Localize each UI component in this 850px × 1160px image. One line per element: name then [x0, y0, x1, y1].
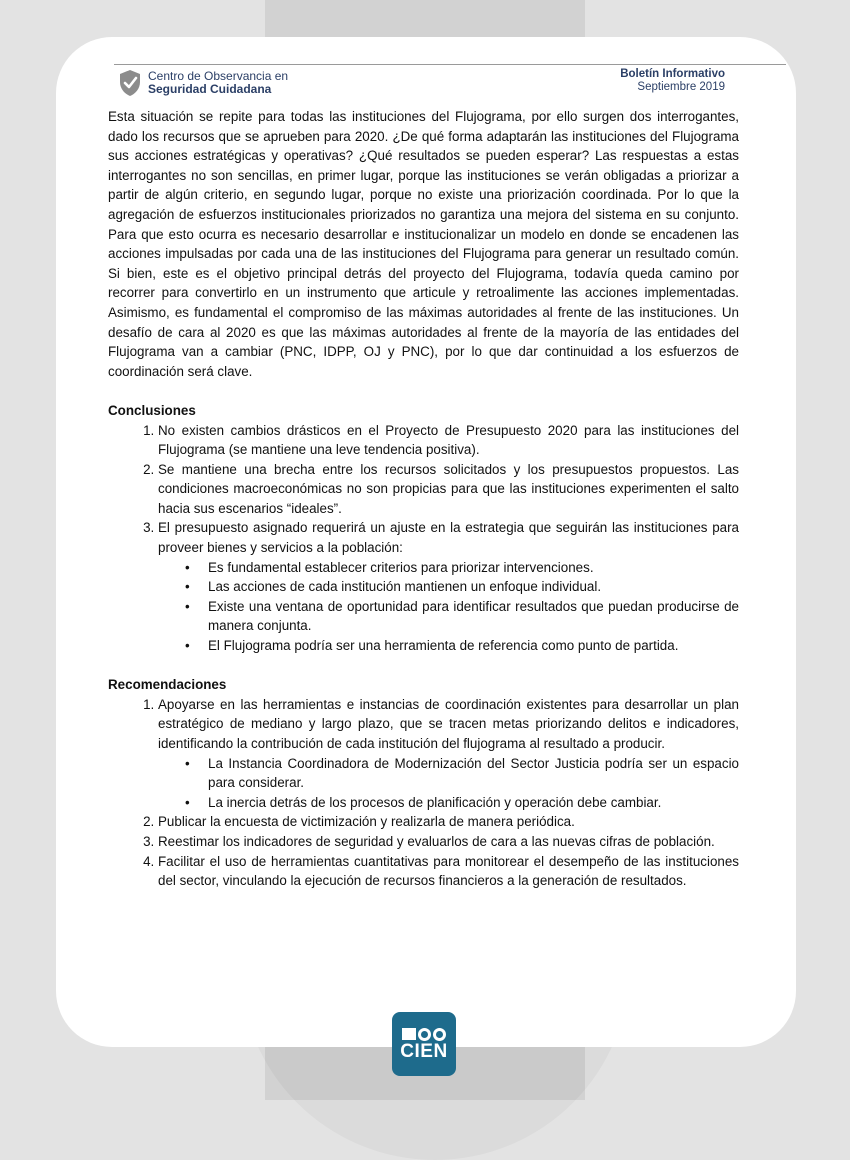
recommendation-item: 3. Reestimar los indicadores de seguridad y evaluarlos de cara a las nuevas cifras de población. [158, 832, 739, 852]
header-rule [114, 64, 786, 65]
conclusion-item: 2. Se mantiene una brecha entre los recursos solicitados y los presupuestos propuestos. Las condiciones macroeconómicas no son propicias para que las instituciones experimenten el salto hacia sus escenarios “ideales”. [158, 460, 739, 519]
conclusion-item [158, 518, 739, 655]
conclusion-subitem: • Existe una ventana de oportunidad para identificar resultados que puedan producirse de manera conjunta. [208, 597, 739, 636]
org-name-line2: Seguridad Cuidadana [148, 82, 272, 96]
conclusions-list [108, 421, 739, 656]
recommendation-item: 2. Publicar la encuesta de victimización y realizarla de manera periódica. [158, 812, 739, 832]
recommendation-subitem: • La Instancia Coordinadora de Modernización del Sector Justicia podría ser un espacio para considerar. [208, 754, 739, 793]
recommendation-item [158, 695, 739, 813]
bulletin-title: Boletín Informativo [620, 68, 725, 80]
intro-paragraph: Esta situación se repite para todas las instituciones del Flujograma, por ello surgen dos interrogantes, dado los recursos que se aprueben para 2020. ¿De qué forma adaptarán las instituciones del Flujograma sus acciones estratégicas y operativas? ¿Qué resultados se pueden esperar? Las respuestas a estas interrogantes no son sencillas, en primer lugar, porque las instituciones se verán obligadas a priorizar a partir de algún criterio, en segundo lugar, porque no existe una priorización coordinada. Por lo que la agregación de esfuerzos institucionales priorizados no garantiza una mejora del sistema en su conjunto. Para que esto ocurra es necesario desarrollar e institucionalizar un modelo en donde se encadenen las acciones impulsadas por cada una de las instituciones del Flujograma para generar un resultado común. Si bien, este es el objetivo principal detrás del proyecto del Flujograma, todavía queda camino por recorrer para convertirlo en un instrumento que articule y retroalimente las acciones implementadas. Asimismo, es fundamental el compromiso de las máximas autoridades al frente de las instituciones. Un desafío de cara al 2020 es que las máximas autoridades al frente de la mayoría de las entidades del Flujograma van a cambiar (PNC, IDPP, OJ y PNC), por lo que dar continuidad a los esfuerzos de coordinación será clave. [108, 109, 739, 379]
bulletin-date: Septiembre 2019 [637, 81, 725, 93]
recommendation-sublist [158, 754, 739, 813]
bulletin-info [620, 68, 725, 94]
document-body [108, 107, 739, 891]
recommendations-heading: Recomendaciones [108, 677, 227, 693]
recommendation-subitem: • La inercia detrás de los procesos de planificación y operación debe cambiar. [208, 793, 739, 813]
recommendation-item: 4. Facilitar el uso de herramientas cuantitativas para monitorear el desempeño de las instituciones del sector, vinculando la ejecución de recursos financieros a la generación de resultados. [158, 852, 739, 891]
conclusion-subitem: • El Flujograma podría ser una herramienta de referencia como punto de partida. [208, 636, 739, 656]
recommendations-list [108, 695, 739, 891]
recommendation-item-text: Apoyarse en las herramientas e instancias de coordinación existentes para desarrollar un plan estratégico de mediano y largo plazo, que se tracen metas priorizando delitos e indicadores, identificando la contribución de cada institución del flujograma al resultado a producir. [158, 696, 739, 751]
org-name-line1: Centro de Observancia en [148, 69, 289, 83]
shield-check-icon [118, 69, 142, 97]
conclusion-item-text: El presupuesto asignado requerirá un ajuste en la estrategia que seguirán las instituciones para proveer bienes y servicios a la población: [158, 520, 739, 556]
org-logo [118, 67, 288, 99]
conclusion-sublist [158, 558, 739, 656]
cien-logo-mark [402, 1028, 446, 1041]
cien-logo [392, 1012, 456, 1076]
document-page [56, 37, 796, 1047]
conclusion-subitem: • Es fundamental establecer criterios para priorizar intervenciones. [208, 558, 739, 578]
conclusion-subitem: • Las acciones de cada institución mantienen un enfoque individual. [208, 577, 739, 597]
cien-logo-text: CIEN [400, 1040, 448, 1062]
conclusion-item: 1. No existen cambios drásticos en el Proyecto de Presupuesto 2020 para las instituciones del Flujograma (se mantiene una leve tendencia positiva). [158, 421, 739, 460]
conclusions-heading: Conclusiones [108, 402, 196, 418]
